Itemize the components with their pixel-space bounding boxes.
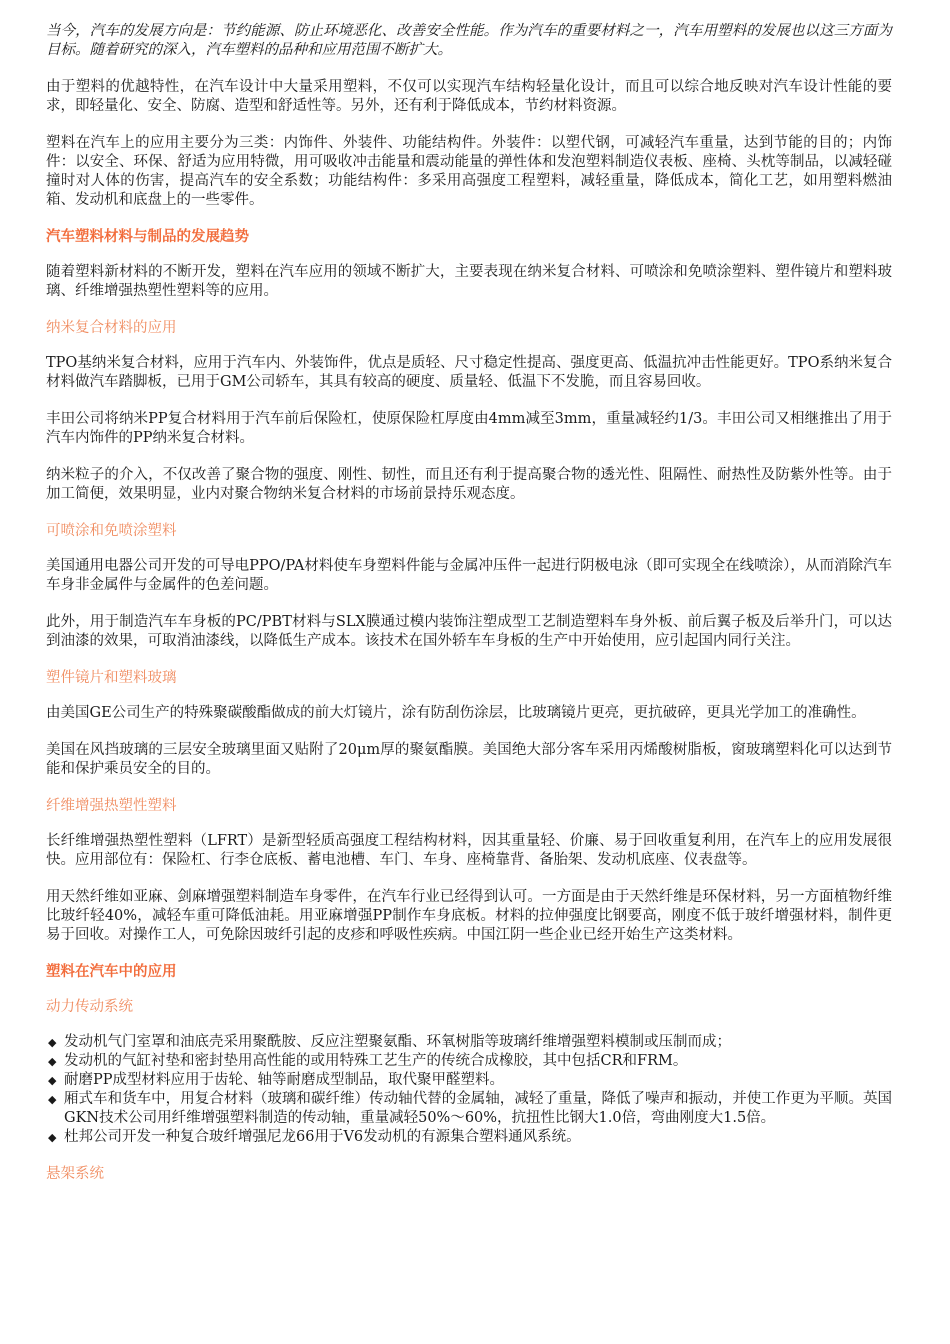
body-paragraph: 用天然纤维如亚麻、剑麻增强塑料制造车身零件，在汽车行业已经得到认可。一方面是由于天然纤维是环保材料，另一方面植物纤维比玻纤轻40%，减轻车重可降低油耗。用亚麻增强PP制作车身底板。材料的拉伸强度比钢要高，刚度不低于玻纤增强材料，制件更易于回收。对操作工人，可免除因玻纤引起的皮疹和呼吸性疾病。中国江阴一些企业已经开始生产这类材料。 bbox=[46, 889, 892, 943]
list-item bbox=[46, 1033, 892, 1052]
list-item-text: 杜邦公司开发一种复合玻纤增强尼龙66用于V6发动机的有源集合塑料通风系统。 bbox=[64, 1129, 581, 1145]
intro-paragraph: 当今，汽车的发展方向是：节约能源、防止环境恶化、改善安全性能。作为汽车的重要材料之一，汽车用塑料的发展也以这三方面为目标。随着研究的深入，汽车塑料的品种和应用范围不断扩大。 bbox=[46, 23, 892, 58]
section-heading-trends: 汽车塑料材料与制品的发展趋势 bbox=[46, 229, 249, 245]
list-item bbox=[46, 1128, 892, 1147]
diamond-bullet-icon: ◆ bbox=[48, 1036, 57, 1049]
subheading-nano-composites: 纳米复合材料的应用 bbox=[46, 320, 177, 336]
list-item-text: 发动机气门室罩和油底壳采用聚酰胺、反应注塑聚氨酯、环氧树脂等玻璃纤维增强塑料模制或压制而成； bbox=[64, 1034, 731, 1050]
body-paragraph: 由美国GE公司生产的特殊聚碳酸酯做成的前大灯镜片，涂有防刮伤涂层，比玻璃镜片更亮，更抗破碎，更具光学加工的准确性。 bbox=[46, 705, 866, 721]
section-heading-applications: 塑料在汽车中的应用 bbox=[46, 964, 177, 980]
body-paragraph: 塑料在汽车上的应用主要分为三类：内饰件、外装件、功能结构件。外装件：以塑代钢，可减轻汽车重量，达到节能的目的；内饰件：以安全、环保、舒适为应用特微，用可吸收冲击能量和震动能量的弹性体和发泡塑料制造仪表板、座椅、头枕等制品，以减轻碰撞时对人体的伤害，提高汽车的安全系数；功能结构件：多采用高强度工程塑料，减轻重量，降低成本，简化工艺，如用塑料燃油箱、发动机和底盘上的一些零件。 bbox=[46, 135, 892, 208]
diamond-bullet-icon: ◆ bbox=[48, 1093, 57, 1106]
body-paragraph: 纳米粒子的介入，不仅改善了聚合物的强度、刚性、韧性，而且还有利于提高聚合物的透光性、阻隔性、耐热性及防紫外性等。由于加工简便，效果明显，业内对聚合物纳米复合材料的市场前景持乐观态度。 bbox=[46, 467, 892, 502]
list-item-text: 耐磨PP成型材料应用于齿轮、轴等耐磨成型制品，取代聚甲醛塑料。 bbox=[64, 1072, 505, 1088]
subheading-fiber-reinforced: 纤维增强热塑性塑料 bbox=[46, 798, 177, 814]
diamond-bullet-icon: ◆ bbox=[48, 1074, 57, 1087]
diamond-bullet-icon: ◆ bbox=[48, 1055, 57, 1068]
subheading-paintable-plastics: 可喷涂和免喷涂塑料 bbox=[46, 523, 177, 539]
list-item bbox=[46, 1052, 892, 1071]
body-paragraph: 美国通用电器公司开发的可导电PPO/PA材料使车身塑料件能与金属冲压件一起进行阴极电泳（即可实现全在线喷涂），从而消除汽车车身非金属件与金属件的色差问题。 bbox=[46, 558, 892, 593]
list-item bbox=[46, 1090, 892, 1128]
body-paragraph: 丰田公司将纳米PP复合材料用于汽车前后保险杠，使原保险杠厚度由4mm减至3mm，重量减轻约1/3。丰田公司又相继推出了用于汽车内饰件的PP纳米复合材料。 bbox=[46, 411, 892, 446]
bullet-list bbox=[46, 1033, 892, 1147]
subheading-suspension: 悬架系统 bbox=[46, 1166, 104, 1182]
body-paragraph: TPO基纳米复合材料，应用于汽车内、外装饰件，优点是质轻、尺寸稳定性提高、强度更高、低温抗冲击性能更好。TPO系纳米复合材料做汽车踏脚板，已用于GM公司轿车，其具有较高的硬度、质量轻、低温下不发脆，而且容易回收。 bbox=[46, 355, 892, 390]
diamond-bullet-icon: ◆ bbox=[48, 1131, 57, 1144]
body-paragraph: 随着塑料新材料的不断开发，塑料在汽车应用的领域不断扩大，主要表现在纳米复合材料、可喷涂和免喷涂塑料、塑件镜片和塑料玻璃、纤维增强热塑性塑料等的应用。 bbox=[46, 264, 892, 299]
body-paragraph: 长纤维增强热塑性塑料（LFRT）是新型轻质高强度工程结构材料，因其重量轻、价廉、易于回收重复利用，在汽车上的应用发展很快。应用部位有：保险杠、行李仓底板、蓄电池槽、车门、车身、座椅靠背、备胎架、发动机底座、仪表盘等。 bbox=[46, 833, 892, 868]
body-paragraph: 由于塑料的优越特性，在汽车设计中大量采用塑料，不仅可以实现汽车结构轻量化设计，而且可以综合地反映对汽车设计性能的要求，即轻量化、安全、防腐、造型和舒适性等。另外，还有利于降低成本，节约材料资源。 bbox=[46, 79, 892, 114]
body-paragraph: 此外，用于制造汽车车身板的PC/PBT材料与SLX膜通过模内装饰注塑成型工艺制造塑料车身外板、前后翼子板及后举升门，可以达到油漆的效果，可取消油漆线，以降低生产成本。该技术在国外轿车车身板的生产中开始使用，应引起国内同行关注。 bbox=[46, 614, 892, 649]
list-item-text: 厢式车和货车中，用复合材料（玻璃和碳纤维）传动轴代替的金属轴，减轻了重量，降低了噪声和振动，并使工作更为平顺。英国GKN技术公司用纤维增强塑料制造的传动轴，重量减轻50%～60%，抗扭性比钢大1.0倍，弯曲刚度大1.5倍。 bbox=[64, 1091, 892, 1126]
subheading-powertrain: 动力传动系统 bbox=[46, 999, 133, 1015]
subheading-plastic-lenses-glass: 塑件镜片和塑料玻璃 bbox=[46, 670, 177, 686]
list-item-text: 发动机的气缸衬垫和密封垫用高性能的或用特殊工艺生产的传统合成橡胶，其中包括CR和FRM。 bbox=[64, 1053, 688, 1069]
body-paragraph: 美国在风挡玻璃的三层安全玻璃里面又贴附了20μm厚的聚氨酯膜。美国绝大部分客车采用丙烯酸树脂板，窗玻璃塑料化可以达到节能和保护乘员安全的目的。 bbox=[46, 742, 892, 777]
list-item bbox=[46, 1071, 892, 1090]
